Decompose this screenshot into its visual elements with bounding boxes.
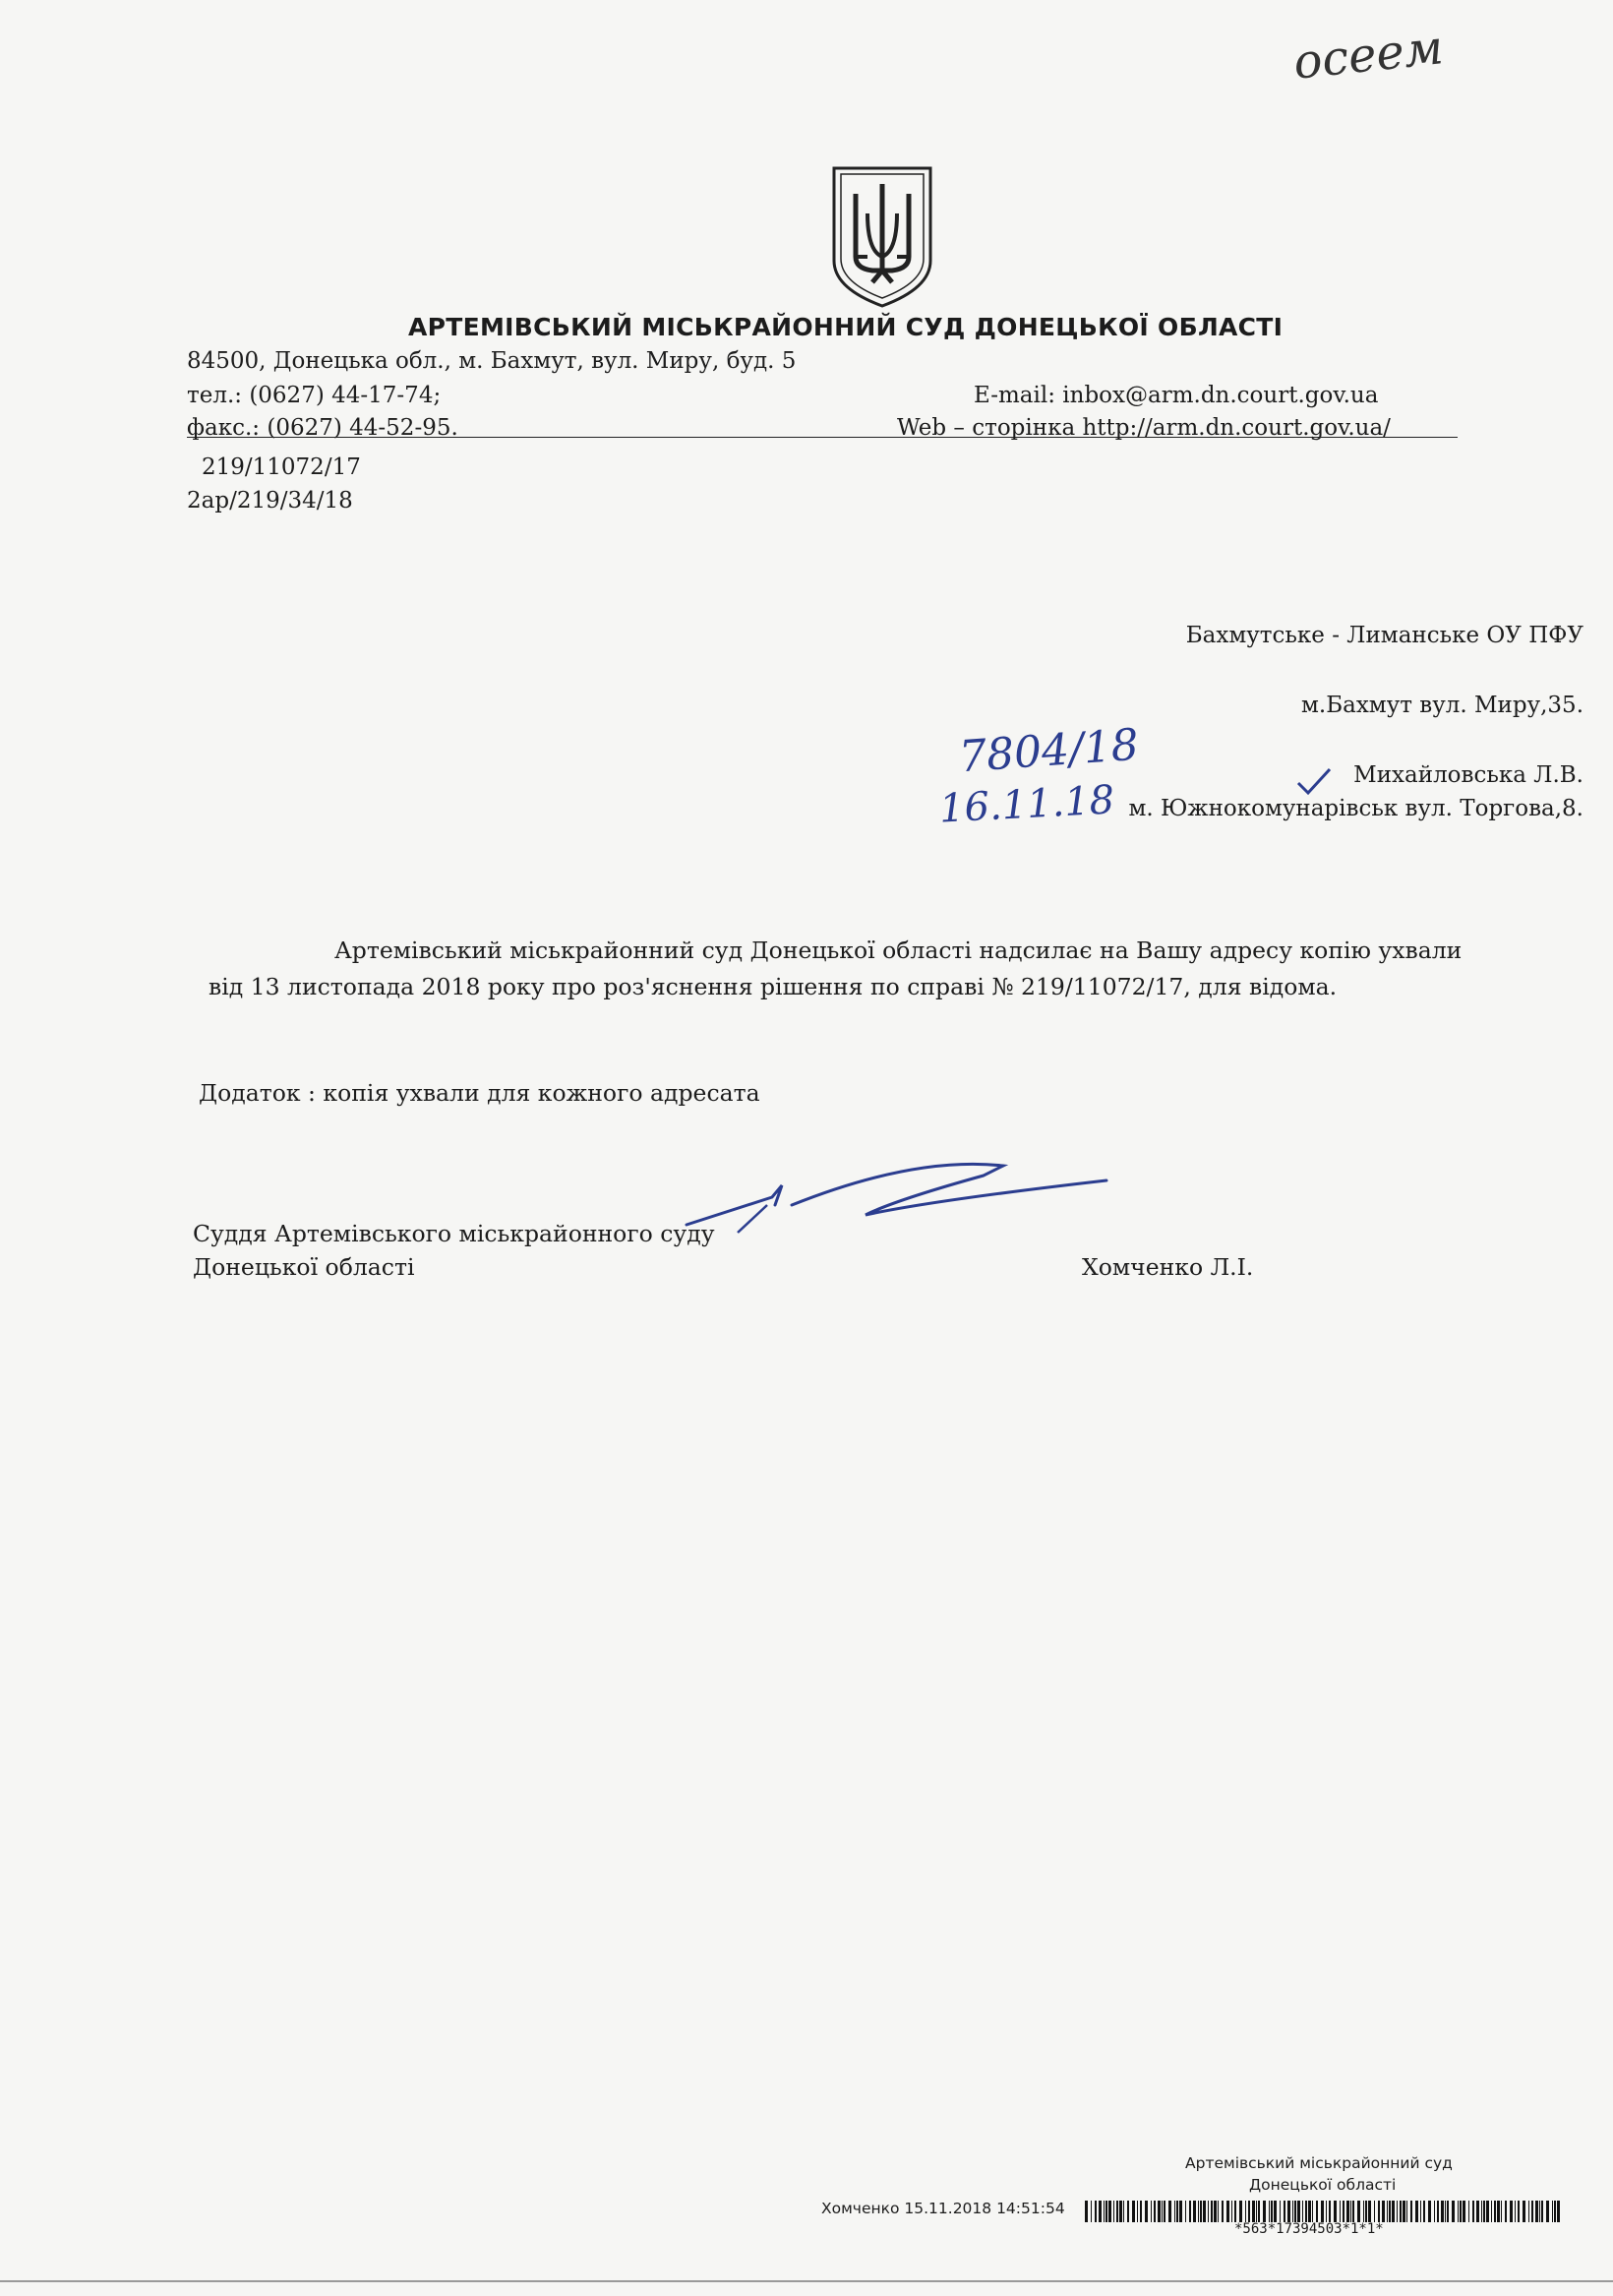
- court-address: 84500, Донецька обл., м. Бахмут, вул. Миру, буд. 5: [187, 348, 797, 374]
- body-line-2: від 13 листопада 2018 року про роз'яснення рішення по справі № 219/11072/17, для відома.: [209, 973, 1338, 1000]
- footer-court-line-1: Артемівський міськрайонний суд: [1185, 2154, 1453, 2172]
- page-bottom-rule: [0, 2280, 1613, 2282]
- handwritten-signature: [679, 1146, 1111, 1254]
- coat-of-arms-icon: [828, 162, 936, 310]
- court-web: Web – сторінка http://arm.dn.court.gov.ua/: [897, 415, 1391, 441]
- recipient-line-1: Бахмутське - Лиманське ОУ ПФУ: [1185, 623, 1583, 648]
- footer-stamp: Хомченко 15.11.2018 14:51:54: [821, 2200, 1065, 2217]
- body-line-1: Артемівський міськрайонний суд Донецької області надсилає на Вашу адресу копію ухвали: [334, 937, 1463, 964]
- checkmark-icon: [1296, 767, 1332, 797]
- appeal-number: 2ар/219/34/18: [187, 488, 353, 514]
- signature-position-1: Суддя Артемівського міськрайонного суду: [193, 1220, 715, 1247]
- signature-position-2: Донецької області: [193, 1253, 415, 1281]
- case-number: 219/11072/17: [202, 454, 361, 480]
- barcode: [1085, 2200, 1567, 2223]
- signature-name: Хомченко Л.І.: [1082, 1253, 1254, 1281]
- recipient-line-4: м. Южнокомунарівськ вул. Торгова,8.: [1128, 796, 1583, 821]
- handwritten-date: 16.11.18: [937, 777, 1116, 832]
- footer-court-line-2: Донецької області: [1249, 2176, 1397, 2194]
- court-title: АРТЕМІВСЬКИЙ МІСЬКРАЙОННИЙ СУД ДОНЕЦЬКОЇ ОБЛАСТІ: [408, 313, 1284, 341]
- handwritten-registration: 7804/18: [957, 719, 1141, 783]
- court-fax: факс.: (0627) 44-52-95.: [187, 415, 458, 441]
- recipient-line-2: м.Бахмут вул. Миру,35.: [1301, 693, 1583, 718]
- handwritten-note: осeeм: [1290, 20, 1446, 91]
- court-phone: тел.: (0627) 44-17-74;: [187, 383, 442, 408]
- recipient-line-3: Михайловська Л.В.: [1353, 762, 1583, 788]
- barcode-text: *563*17394503*1*1*: [1234, 2221, 1384, 2237]
- court-email: E-mail: inbox@arm.dn.court.gov.ua: [974, 383, 1379, 408]
- attachment-line: Додаток : копія ухвали для кожного адресата: [199, 1079, 760, 1107]
